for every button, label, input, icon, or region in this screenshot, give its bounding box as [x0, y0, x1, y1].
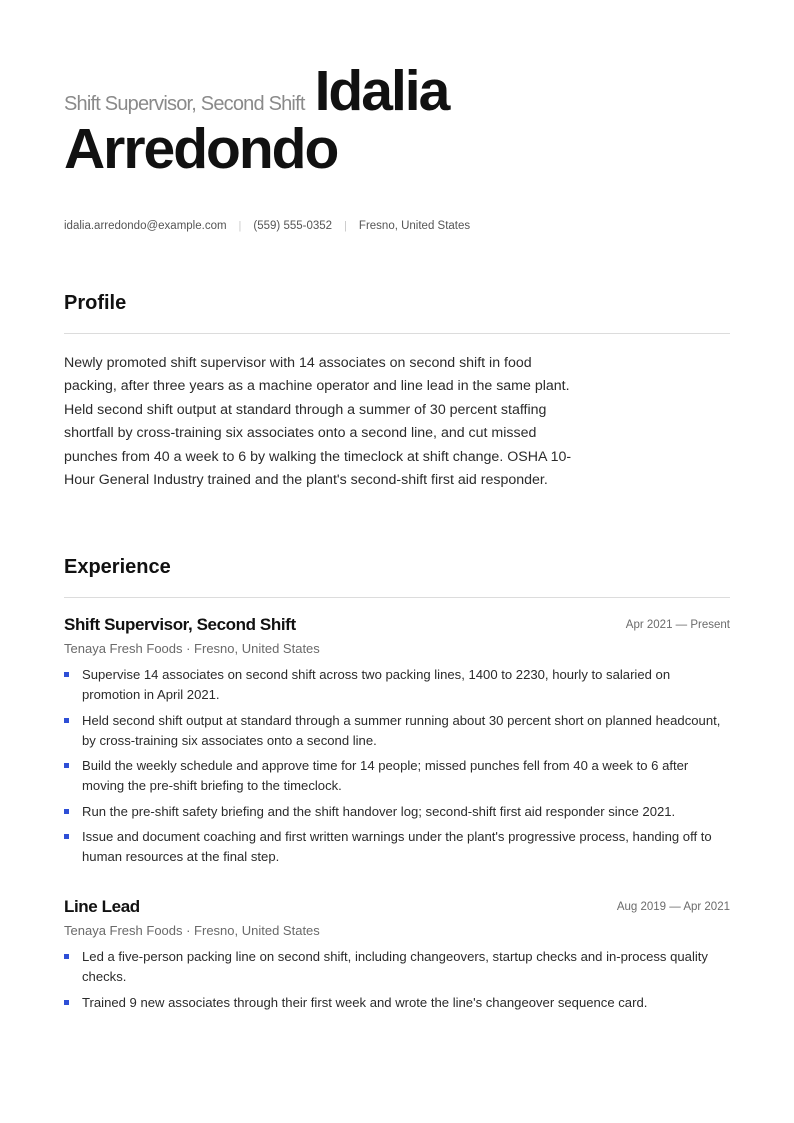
job-bullet — [64, 802, 730, 822]
profile-summary: Newly promoted shift supervisor with 14 associates on second shift in food packing, after three years as a machine operator and line lead in the same plant. Held second shift output at standard through a summer of 30 percent staffing shortfall by cross-training six associates onto a second line, and cut missed punches from 40 a week to 6 by walking the timeclock at shift change. OSHA 10-Hour General Industry trained and the plant's second-shift first aid responder. — [64, 355, 572, 489]
experience-divider — [64, 597, 730, 598]
bullet-text: Supervise 14 associates on second shift across two packing lines, 1400 to 2230, hourly to salaried on promotion in April 2021. — [82, 667, 671, 702]
experience-heading: Experience — [64, 556, 171, 578]
job-title: Shift Supervisor, Second Shift — [64, 93, 305, 115]
last-name: Arredondo — [64, 117, 338, 181]
job-entry — [64, 615, 730, 873]
bullet-square-icon — [64, 809, 69, 814]
job-role: Line Lead — [64, 897, 140, 916]
profile-heading: Profile — [64, 292, 127, 314]
contact-location: Fresno, United States — [358, 220, 471, 232]
contact-phone[interactable]: (559) 555-0352 — [253, 220, 333, 232]
job-bullets — [64, 665, 730, 867]
bullet-square-icon — [64, 1000, 69, 1005]
job-role: Shift Supervisor, Second Shift — [64, 615, 296, 634]
resume-header — [64, 59, 584, 181]
bullet-text: Held second shift output at standard through a summer running about 30 percent short on planned headcount, by cross-training six associates onto a second line. — [82, 712, 721, 748]
bullet-text: Issue and document coaching and first written warnings under the plant's progressive process, handing off to human resources at the final step. — [82, 829, 712, 864]
job-company: Tenaya Fresh Foods · Fresno, United States — [64, 923, 320, 938]
job-company: Tenaya Fresh Foods · Fresno, United States — [64, 641, 320, 656]
job-header — [64, 615, 730, 637]
job-bullet — [64, 665, 730, 705]
title-line — [64, 59, 584, 123]
job-bullet — [64, 993, 730, 1013]
bullet-square-icon — [64, 718, 69, 723]
job-bullets — [64, 947, 730, 1013]
job-bullet — [64, 711, 730, 751]
bullet-text: Build the weekly schedule and approve time for 14 people; missed punches fell from 40 a week to 6 after moving the pre-shift briefing to the timeclock. — [82, 758, 689, 793]
bullet-text: Led a five-person packing line on second shift, including changeovers, startup checks and in-process quality checks. — [82, 949, 708, 984]
bullet-square-icon — [64, 672, 69, 677]
contact-separator: | — [344, 220, 347, 232]
first-name: Idalia — [314, 59, 449, 123]
job-header — [64, 897, 730, 919]
bullet-text: Trained 9 new associates through their first week and wrote the line's changeover sequence card. — [82, 994, 648, 1010]
profile-divider — [64, 333, 730, 334]
job-bullet — [64, 947, 730, 987]
contact-email[interactable]: idalia.arredondo@example.com — [64, 220, 227, 232]
bullet-square-icon — [64, 834, 69, 839]
contact-info — [64, 220, 470, 232]
job-dates: Apr 2021 — Present — [625, 619, 730, 631]
contact-separator: | — [238, 220, 242, 232]
job-entry — [64, 897, 730, 1018]
job-bullet — [64, 756, 730, 796]
job-dates: Aug 2019 — Apr 2021 — [616, 901, 730, 913]
bullet-square-icon — [64, 763, 69, 768]
bullet-square-icon — [64, 954, 69, 959]
job-bullet — [64, 827, 730, 867]
bullet-text: Run the pre-shift safety briefing and the shift handover log; second-shift first aid responder since 2021. — [82, 803, 676, 819]
